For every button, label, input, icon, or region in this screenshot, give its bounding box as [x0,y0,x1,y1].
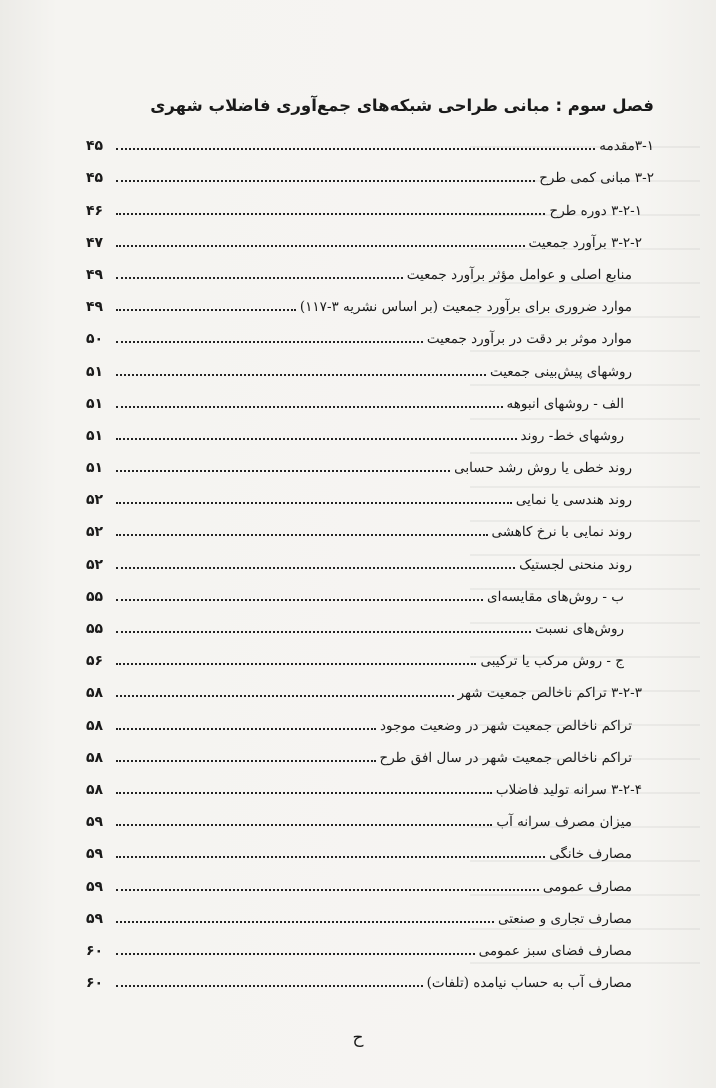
toc-entry-page: ۶۰ [86,975,104,992]
toc-entry-page: ۴۹ [86,299,104,316]
toc-entry-title: منابع اصلی و عوامل مؤثر برآورد جمعیت [406,266,632,283]
toc-entry-page: ۶۰ [86,942,104,959]
dot-leader [116,502,512,504]
dot-leader [116,695,454,697]
toc-entry-page: ۵۸ [86,685,104,702]
toc-entry-title: ۳-۲-۴ سرانه تولید فاضلاب [495,781,642,798]
toc-entry-page: ۵۸ [86,717,104,734]
toc-entry-page: ۵۰ [86,331,104,348]
table-of-contents [86,126,654,995]
toc-entry [86,351,654,383]
dot-leader [116,438,517,440]
dot-leader [116,406,503,408]
toc-entry-title: روش‌های نسبت [535,621,624,637]
toc-entry-title: ب - روش‌های مقایسه‌ای [487,588,624,605]
toc-entry-page: ۴۹ [86,266,104,283]
dot-leader [116,567,515,569]
toc-entry-title: روشهای پیش‌بینی جمعیت [489,363,632,380]
dot-leader [116,921,494,923]
toc-entry [86,480,654,512]
toc-entry-page: ۵۲ [86,492,104,509]
dot-leader [116,663,476,665]
dot-leader [116,180,535,182]
dot-leader [116,889,539,891]
dot-leader [116,534,488,536]
dot-leader [116,309,296,311]
toc-entry-page: ۵۱ [86,427,104,444]
dot-leader [116,599,483,601]
toc-entry-title: مصارف آب به حساب نیامده (تلفات) [426,975,632,992]
toc-entry-title: مصارف عمومی [542,878,632,895]
dot-leader [116,760,376,762]
toc-entry-title: مصارف فضای سبز عمومی [478,942,632,959]
dot-leader [116,245,525,247]
toc-entry [86,705,654,737]
toc-entry-page: ۵۹ [86,814,104,831]
toc-entry-page: ۵۲ [86,524,104,541]
toc-entry-title: روشهای خط- روند [520,427,624,444]
toc-entry-page: ۵۸ [86,781,104,798]
toc-entry-page: ۵۵ [86,588,104,605]
dot-leader [116,728,376,730]
toc-entry [86,319,654,351]
toc-entry-title: میزان مصرف سرانه آب [496,814,632,831]
toc-entry-title: تراکم ناخالص جمعیت شهر در وضعیت موجود [380,717,632,734]
page-number: ح [352,1028,364,1048]
toc-entry-page: ۵۹ [86,910,104,927]
dot-leader [116,985,423,987]
toc-entry-page: ۵۵ [86,621,104,637]
toc-entry [86,577,654,609]
toc-entry-page: ۵۱ [86,460,104,477]
toc-entry [86,384,654,416]
dot-leader [116,213,545,215]
toc-entry [86,448,654,480]
toc-entry [86,673,654,705]
toc-entry-title: ۳-۲ مبانی کمی طرح [539,170,654,187]
toc-entry [86,770,654,802]
toc-entry-title: روند منحنی لجستیک [519,556,632,573]
toc-entry-page: ۵۱ [86,363,104,380]
toc-entry [86,512,654,544]
toc-entry-page: ۵۹ [86,846,104,863]
toc-entry-title: ۳-۲-۲ برآورد جمعیت [528,234,642,251]
chapter-heading: فصل سوم : مبانی طراحی شبکه‌های جمع‌آوری فاضلاب شهری [150,96,654,115]
toc-entry [86,899,654,931]
dot-leader [116,148,595,150]
dot-leader [116,374,486,376]
dot-leader [116,856,545,858]
toc-entry [86,834,654,866]
toc-entry [86,416,654,448]
toc-entry [86,866,654,898]
toc-entry [86,223,654,255]
toc-entry-page: ۵۶ [86,653,104,670]
toc-entry-title: ۳-۲-۳ تراکم ناخالص جمعیت شهر [457,685,642,702]
toc-entry-page: ۵۹ [86,878,104,895]
dot-leader [116,341,423,343]
dot-leader [116,631,531,633]
toc-entry-title: تراکم ناخالص جمعیت شهر در سال افق طرح [379,749,632,766]
toc-entry-page: ۵۲ [86,556,104,573]
toc-entry-title: ج - روش مرکب یا ترکیبی [480,653,624,670]
toc-entry [86,931,654,963]
toc-entry-title: موارد موثر بر دقت در برآورد جمعیت [426,331,632,348]
toc-entry-page: ۴۶ [86,202,104,219]
toc-entry [86,287,654,319]
toc-entry-title: الف - روشهای انبوهه [506,395,624,412]
toc-entry [86,738,654,770]
toc-entry-title: روند نمایی با نرخ کاهشی [491,524,632,541]
dot-leader [116,277,403,279]
toc-entry-page: ۴۵ [86,170,104,187]
toc-entry [86,802,654,834]
toc-entry-page: ۵۸ [86,749,104,766]
dot-leader [116,792,492,794]
toc-entry-title: مصارف تجاری و صنعتی [497,910,632,927]
dot-leader [116,470,450,472]
toc-entry [86,158,654,190]
toc-entry-title: ۳-۱مقدمه [599,138,654,155]
toc-entry-page: ۴۷ [86,234,104,251]
toc-entry-page: ۵۱ [86,395,104,412]
dot-leader [116,824,492,826]
toc-entry [86,126,654,158]
toc-entry [86,609,654,641]
toc-entry-title: روند هندسی یا نمایی [515,492,632,509]
toc-entry [86,255,654,287]
toc-entry-page: ۴۵ [86,138,104,155]
toc-entry-title: مصارف خانگی [549,846,632,863]
toc-entry-title: موارد ضروری برای برآورد جمعیت (بر اساس نشریه ۳-۱۱۷) [299,299,632,316]
toc-entry-title: ۳-۲-۱ دوره طرح [549,202,642,219]
toc-entry [86,544,654,576]
toc-entry-title: روند خطی یا روش رشد حسابی [454,460,632,477]
dot-leader [116,953,475,955]
toc-entry [86,963,654,995]
toc-entry [86,190,654,222]
toc-entry [86,641,654,673]
